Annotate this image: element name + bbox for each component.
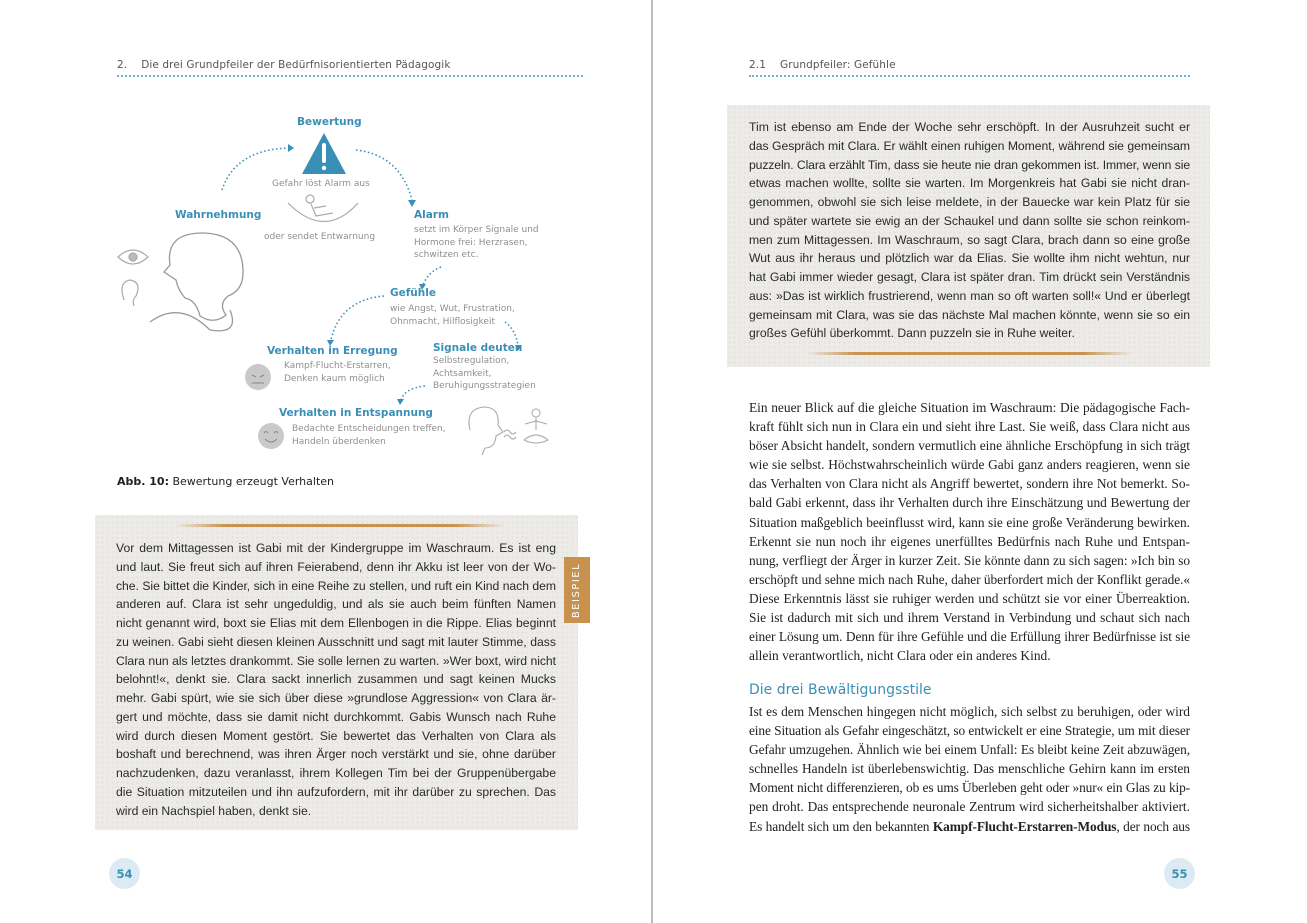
section-paragraph	[749, 702, 1190, 836]
text-line: wird ein Nachspiel haben, denkt sie.	[116, 803, 312, 818]
entspannung-description	[292, 423, 446, 448]
text-line: einer Lösung um. Denn für ihre Gefühle und die Erfüllung ihrer Bedürfnisse ist sie	[749, 629, 1190, 645]
label-erregung: Verhalten in Erregung	[267, 345, 398, 357]
head-profile-icon	[150, 233, 243, 331]
desc-line: Beruhigungsstrategien	[433, 381, 536, 391]
alarm-description	[414, 224, 539, 262]
text-line: boshaft und berechnend, was ihren Ärger noch verstärkt und sie, ohne darüber	[116, 747, 556, 762]
left-page	[0, 0, 651, 923]
text-line: böser Absicht handelt, sondern vermutlich eine ähnliche Erschöpfung in sich trägt	[749, 438, 1190, 454]
text-line: Gefahr umzugehen. Ähnlich wie bei einem Unfall: Es bleibt keine Zeit abzuwägen,	[749, 742, 1190, 758]
label-entwarnung: oder sendet Entwarnung	[264, 232, 376, 242]
text-line: erschöpft und sehne mich nach Ruhe, daher überfordert mich der Konflikt gerade.«	[749, 571, 1190, 587]
text-line: Clara nun als letztes drankommt. Sie solle lernen zu warten. »Wer boxt, wird nicht	[116, 653, 556, 668]
example-tab-label: BEISPIEL	[571, 562, 583, 618]
reclining-person-icon	[288, 195, 358, 222]
text-line: aus: »Das ist wirklich frustrierend, wenn man so oft warten soll!« Und er überlegt	[749, 288, 1190, 303]
text-line: Ist es dem Menschen hingegen nicht möglich, sich selbst zu beruhigen, oder wird	[749, 704, 1190, 719]
header-divider	[749, 75, 1190, 77]
text-line: men zum Mittagessen. Im Waschraum, so sagt Clara, brach dann so eine große	[749, 232, 1190, 247]
text-line: Diese Erkenntnis lässt sie ruhiger werden und schützt sie vor einer Überreaktion.	[749, 590, 1190, 606]
desc-line: Bedachte Entscheidungen treffen,	[292, 424, 446, 434]
text-fragment: Es handelt sich um den bekannten	[749, 818, 933, 834]
example-rule	[175, 524, 505, 527]
breathing-meditation-icon	[469, 407, 548, 455]
text-line: und später wartete sie ewig an der Schaukel und dann sollte sie schon reinkom-	[749, 213, 1190, 228]
text-line: genommen, obwohl sie sich leise meldete, in der Bauecke war kein Platz für sie	[749, 195, 1190, 209]
text-line: pen droht. Das entsprechende neuronale Zentrum wird sicherheitshalber aktiviert.	[749, 799, 1190, 815]
text-line: wie sie selbst. Höchstwahrscheinlich würde Gabi ganz anders reagieren, wenn sie	[749, 457, 1190, 473]
desc-line: Achtsamkeit,	[433, 368, 492, 379]
sad-face-icon	[245, 364, 271, 390]
text-line: wird durch diesen Moment gestört. Sie bewertet das Verhalten von Clara als	[116, 728, 556, 743]
example-box	[727, 105, 1210, 367]
example-rule	[807, 352, 1132, 355]
text-fragment: , der noch aus	[1116, 818, 1190, 834]
chapter-number: 2.	[117, 59, 128, 71]
text-line: Moment nicht differenzieren, ob es ums Überleben geht oder »nur« ein Glas zu kip-	[749, 780, 1190, 796]
text-line	[749, 817, 1190, 836]
text-line: die Situation mitzuteilen und ihn aufzufordern, mit ihr darüber zu sprechen. Das	[116, 784, 556, 799]
label-gefuehle: Gefühle	[390, 287, 436, 299]
erregung-description	[284, 360, 391, 385]
text-line: Wut aus ihr heraus und plötzlich war da Elias. Sie wollte ihm nicht wehtun, nur	[749, 251, 1190, 266]
desc-line: setzt im Körper Signale und	[414, 225, 539, 235]
text-line: etwas machen wollte, sollte sie warten. Im Morgenkreis hat Gabi sie nicht dran-	[749, 176, 1190, 191]
text-line: belohnt!«, denkt sie. Clara sackt innerlich zusammen und sagt keinen Mucks	[116, 672, 556, 687]
text-line: mehr. Gabi spürt, wie sie sich über diese »grundlose Aggression« von Clara är-	[116, 691, 556, 705]
desc-line: Hormone frei: Herzrasen,	[414, 237, 528, 248]
text-line: und laut. Sie freut sich auf ihren Feierabend, denn ihr Akku ist leer von der Wo-	[116, 559, 556, 574]
text-line: Vor dem Mittagessen ist Gabi mit der Kindergruppe im Waschraum. Es ist eng	[116, 541, 556, 555]
ear-icon	[122, 280, 138, 306]
text-line: Erkennt sie nun noch ihr eigenes unerfülltes Bedürfnis nach Ruhe und Entspan-	[749, 533, 1190, 549]
label-signale: Signale deuten	[433, 342, 523, 354]
signale-description	[433, 355, 536, 393]
text-line: großes Gefühl überkommt. Dann puzzeln sie in Ruhe weiter.	[749, 326, 1075, 341]
text-line: Tim ist ebenso am Ende der Woche sehr erschöpft. In der Ausruhzeit sucht er	[749, 120, 1190, 134]
desc-line: Kampf-Flucht-Erstarren,	[284, 361, 391, 371]
bold-term: Kampf-Flucht-Erstarren-Modus	[932, 818, 1117, 834]
text-line: schnelles Handeln ist überlebenswichtig. Das menschliche Gehirn kann im ersten	[749, 761, 1190, 777]
text-line: nicht genannt wird, boxt sie Elias mit dem Ellenbogen in die Rippe. Elias beginnt	[116, 616, 556, 630]
label-gefahr: Gefahr löst Alarm aus	[272, 179, 370, 189]
section-number: 2.1	[749, 59, 766, 71]
text-line: Situation maßgeblich beeinflusst wird, kann sie eine große Veränderung bewirken.	[749, 514, 1190, 530]
body-paragraph	[749, 398, 1190, 665]
page-number: 54	[109, 858, 140, 889]
desc-line: wie Angst, Wut, Frustration,	[390, 304, 515, 314]
label-wahrnehmung: Wahrnehmung	[175, 209, 262, 221]
chapter-title: Die drei Grundpfeiler der Bedürfnisorientierten Pädagogik	[141, 59, 451, 71]
caption-label: Abb. 10:	[117, 475, 169, 488]
example-box	[95, 515, 578, 830]
text-line: gemeinsam mit Clara, was sie das nächste Mal machen könnte, wenn sie so ein	[749, 307, 1190, 322]
text-line: Sie ist dadurch mit sich und ihrem Verstand in Verbindung und schaut sich nach	[749, 610, 1190, 626]
text-line: das Verhalten von Clara nicht als Angriff bewertet, sondern ihre Not bemerkt. So-	[749, 476, 1190, 492]
running-head	[749, 59, 896, 71]
label-alarm: Alarm	[414, 209, 449, 221]
text-line: puzzeln. Clara erzählt Tim, dass sie heute nie dran gekommen ist. Immer, wenn sie	[749, 157, 1190, 172]
example-text	[749, 118, 1190, 343]
desc-line: Denken kaum möglich	[284, 373, 385, 384]
text-line: allein verantwortlich, nicht Clara oder ein anderes Kind.	[749, 648, 1051, 664]
text-line: bald Gabi erkennt, dass ihr Verhalten durch ihre Einschätzung und Bewertung der	[749, 495, 1190, 511]
desc-line: Selbstregulation,	[433, 356, 510, 366]
section-title: Grundpfeiler: Gefühle	[780, 59, 896, 71]
gefuehle-description	[390, 303, 515, 328]
example-text	[116, 539, 556, 820]
text-line: eine Situation als Gefahr eingeschätzt, so entwickelt er eine Strategie, um mit dieser	[749, 723, 1190, 739]
text-line: zu weinen. Gabi sieht diesen kleinen Ausschnitt und sagt mit lauter Stimme, dass	[116, 634, 556, 649]
warning-triangle-icon	[302, 133, 346, 174]
label-entspannung: Verhalten in Entspannung	[279, 407, 433, 419]
text-line: das Gespräch mit Clara. Er wählt einen ruhigen Moment, während sie gemeinsam	[749, 138, 1190, 153]
label-bewertung: Bewertung	[297, 116, 362, 128]
figure-caption	[117, 475, 334, 488]
text-line: gert und möchte, dass sie damit nicht durchkommt. Gabis Wunsch nach Ruhe	[116, 709, 556, 724]
text-line: hat Gabi immer wieder gesagt, Clara ist später dran. Tim drückt sein Verständnis	[749, 270, 1190, 284]
desc-line: schwitzen etc.	[414, 250, 479, 260]
text-line: kraft fühlt sich nun in Clara ein und sieht ihre Last. Sie weiß, dass Clara nicht aus	[749, 419, 1190, 435]
smile-face-icon	[258, 423, 284, 449]
example-tab	[564, 557, 590, 623]
text-line: nachzudenken, dazu veranlasst, ihrem Kollegen Tim bei der Gruppenübergabe	[116, 766, 556, 780]
section-heading: Die drei Bewältigungsstile	[749, 682, 932, 698]
desc-line: Handeln überdenken	[292, 436, 386, 447]
text-line: che. Sie bittet die Kinder, sich in eine Reihe zu stellen, und ruft ein Kind nach dem	[116, 578, 556, 593]
desc-line: Ohnmacht, Hilflosigkeit	[390, 316, 495, 327]
page-number: 55	[1164, 858, 1195, 889]
eye-icon	[118, 250, 148, 264]
text-line: nung, verfliegt der Ärger in kurzer Zeit. Sie könnte dann zu sich sagen: »Ich bin so	[749, 552, 1190, 568]
caption-text: Bewertung erzeugt Verhalten	[168, 475, 335, 488]
text-line: Ein neuer Blick auf die gleiche Situation im Waschraum: Die pädagogische Fach-	[749, 400, 1190, 415]
text-line: anderen auf. Clara ist sehr ungeduldig, und als sie auch beim fünften Namen	[116, 597, 556, 612]
